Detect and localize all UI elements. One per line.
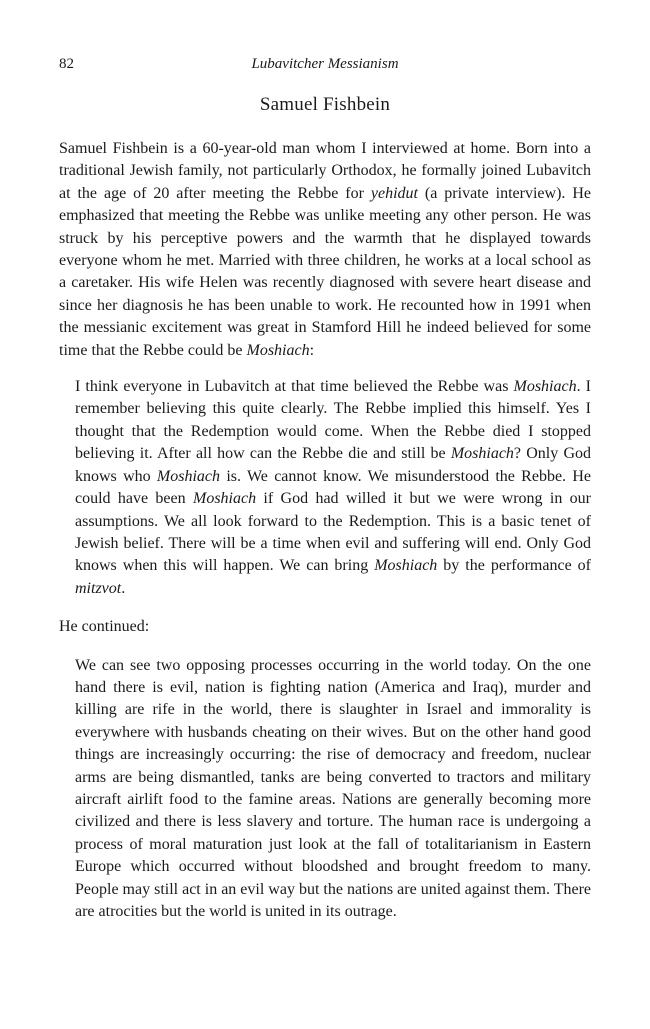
intro-italic-yehidut: yehidut (370, 184, 418, 202)
quote1-italic-4: Moshiach (192, 490, 257, 508)
book-page (59, 56, 591, 923)
quote1-text-3: ? Only God knows who (75, 445, 592, 485)
quote1-text-2: . I remember believing this quite clearly. The Rebbe implied this himself. Yes I thought that the Redemption would come. When the Rebbe died I stopped believing it. After all how can the Rebbe die and still be (75, 378, 592, 463)
running-header (59, 56, 591, 78)
quote1-text-6: by the performance of (437, 557, 591, 575)
block-quote-2: We can see two opposing processes occurring in the world today. On the one hand there is evil, nation is fighting nation (America and Iraq), murder and killing are rife in the world, there is slaughter in Israel and immorality is everywhere with husbands cheating on their wives. But on the other hand good things are increasingly occurring: the rise of democracy and freedom, nuclear arms are being dismantled, tanks are being converted to tractors and military aircraft airlift food to the famine areas. Nations are generally becoming more civilized and there is less slavery and torture. The human race is undergoing a process of moral maturation just look at the fall of totalitarianism in Eastern Europe which occurred without bloodshed and brought freedom to many. People may still act in an evil way but the nations are united against them. There are atrocities but the world is united in its outrage. (75, 656, 592, 920)
page-number: 82 (59, 56, 74, 72)
quote1-italic-5: Moshiach (374, 557, 438, 575)
continued-line: He continued: (59, 618, 150, 636)
quote1-italic-1: Moshiach (513, 378, 577, 396)
quote1-italic-3: Moshiach (156, 467, 221, 485)
intro-paragraph (59, 138, 591, 362)
intro-text-3: : (309, 341, 315, 359)
running-title: Lubavitcher Messianism (251, 56, 399, 72)
intro-text-2: (a private interview). He emphasized that meeting the Rebbe was unlike meeting any other person. He was struck by his perceptive powers and the warmth that he displayed towards everyone whom he met. Married with three children, he works at a local school as a caretaker. His wife Helen was recently diagnosed with severe heart disease and since her diagnosis he has been unable to work. He recounted how in 1991 when the messianic excitement was great in Stamford Hill he indeed believed for some time that the Rebbe could be (59, 184, 591, 359)
quote1-text-7: . (121, 579, 126, 597)
intro-italic-moshiach: Moshiach (246, 341, 310, 359)
intro-text-1: Samuel Fishbein is a 60-year-old man whom I interviewed at home. Born into a traditional Jewish family, not particularly Orthodox, he formally joined Lubavitch at the age of 20 after meeting the Rebbe for (59, 140, 591, 202)
section-heading: Samuel Fishbein (259, 94, 391, 115)
quote1-text-4: is. We cannot know. We misunderstood the Rebbe. He could have been (75, 467, 591, 508)
quote1-italic-2: Moshiach (450, 445, 514, 463)
quote1-text-5: if God had willed it but we were wrong in our assumptions. We all look forward to the Redemption. This is a basic tenet of Jewish belief. There will be a time when evil and suffering will end. Only God knows when this will happen. We can bring (75, 490, 592, 575)
quote1-italic-6: mitzvot (75, 579, 122, 597)
quote1-text-1: I think everyone in Lubavitch at that time believed the Rebbe was (75, 378, 514, 396)
block-quote-1 (75, 376, 591, 600)
